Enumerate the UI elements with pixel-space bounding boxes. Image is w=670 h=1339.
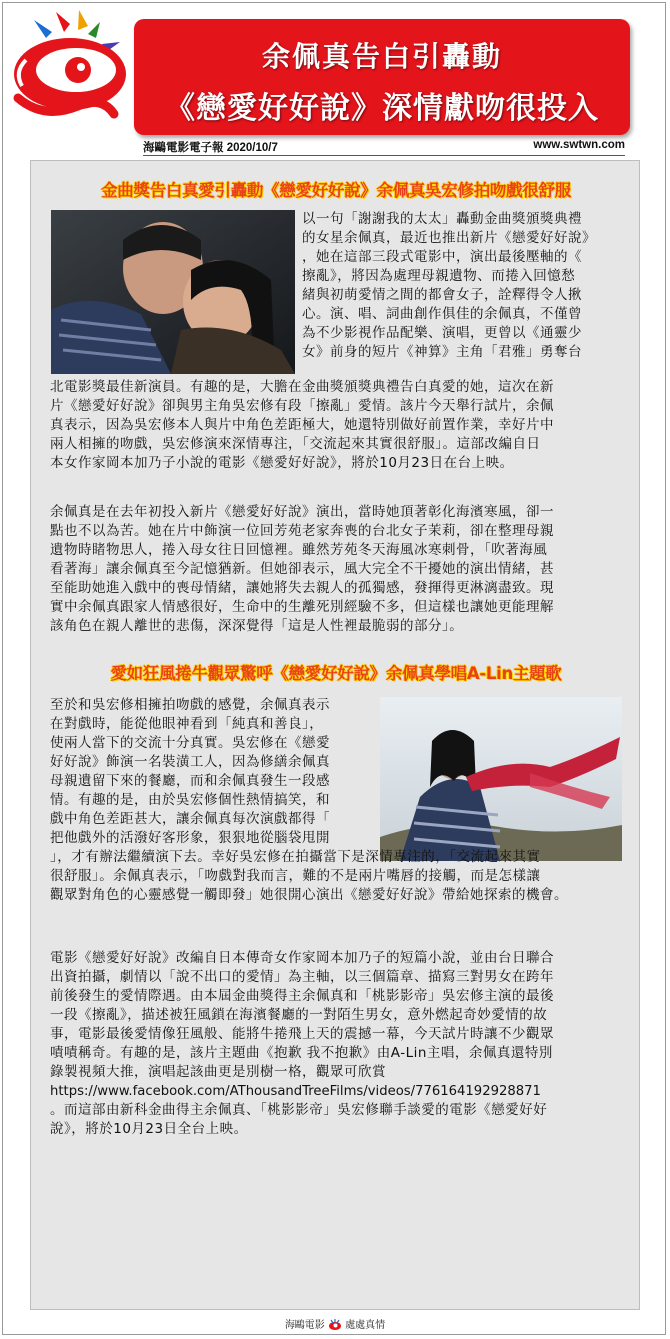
text-line: 至於和吳宏修相擁拍吻戲的感覺，余佩真表示: [50, 697, 330, 713]
text-line: 」，才有辦法繼續演下去。幸好吳宏修在拍攝當下是深情專注的，「交流起來其實: [50, 849, 541, 865]
text-line: 把他戲外的活潑好客形象，狠狠地從腦袋甩開: [50, 830, 330, 846]
text-line: 遺物時睹物思人，捲入母女往日回憶裡。雖然芳苑冬天海風冰寒刺骨，「吹著海風: [50, 542, 548, 558]
text-line: 以一句「謝謝我的太太」轟動金曲獎頒獎典禮: [302, 211, 582, 227]
text-line: 該角色在親人離世的悲傷，深深覺得「這是人性裡最脆弱的部分」。: [50, 618, 464, 634]
text-line: 戲中角色差距甚大，讓余佩真每次演戲都得「: [50, 811, 330, 827]
paragraph-3-full: [50, 848, 640, 905]
text-line: 事，電影最後愛情像狂風般、能將牛捲飛上天的震撼一幕，今天試片時讓不少觀眾: [50, 1026, 554, 1042]
footer-mark: [270, 1316, 400, 1332]
footer-right-text: 處處真情: [345, 1320, 386, 1331]
source-line: [143, 139, 625, 155]
paragraph-3-side: [50, 696, 372, 848]
text-line: 片《戀愛好好說》卻與男主角吳宏修有段「擦亂」愛情。該片今天舉行試片，余佩: [50, 398, 554, 414]
text-line: 錄製視頻大推，演唱起該曲更是別樹一格，觀眾可欣賞: [50, 1064, 386, 1080]
text-line: 北電影獎最佳新演員。有趣的是，大膽在金曲獎頒獎典禮告白真愛的她，這次在新: [50, 379, 554, 395]
divider: [143, 155, 625, 156]
text-line: 看著海」讓余佩真至今記憶猶新。但她卻表示，風大完全不干擾她的演出情緒，甚: [50, 561, 554, 577]
paragraph-2: [50, 503, 640, 636]
subheading-1: 金曲獎告白真愛引轟動《戀愛好好說》余佩真吳宏修拍吻戲很舒服: [101, 181, 571, 200]
seagull-mini-icon: [328, 1319, 342, 1331]
text-line: 緒與初萌愛情之間的都會女子，詮釋得令人揪: [302, 287, 582, 303]
actress-scarf-photo: [380, 697, 622, 861]
text-line: 出資拍攝，劇情以「說不出口的愛情」為主軸，以三個篇章、描寫三對男女在跨年: [50, 969, 554, 985]
text-line: 真表示，因為吳宏修本人與片中角色差距極大，她還特別做好前置作業，幸好片中: [50, 417, 554, 433]
seagull-logo-icon: [4, 2, 136, 126]
subheading-2: 愛如狂風捲牛觀眾驚呼《戀愛好好說》余佩真學唱A-Lin主題歌: [110, 664, 562, 683]
text-line: 實中余佩真跟家人情感很好，生命中的生離死別經驗不多，但這樣也讓她更能理解: [50, 599, 554, 615]
footer-left-text: 海鷗電影: [284, 1320, 325, 1331]
text-line: 余佩真是在去年初投入新片《戀愛好好說》演出，當時她頂著彰化海濱寒風，卻一: [50, 504, 554, 520]
text-line: 至能助她進入戲中的喪母情緒，讓她將失去親人的孤獨感，發揮得更淋漓盡致。現: [50, 580, 554, 596]
text-line: 很舒服」。余佩真表示，「吻戲對我而言，難的不是兩片嘴唇的接觸，而是怎樣讓: [50, 868, 541, 884]
text-line: 點也不以為苦。她在片中飾演一位回芳苑老家奔喪的台北女子茉莉，卻在整理母親: [50, 523, 554, 539]
text-line: 嘖嘖稱奇。有趣的是，該片主題曲《抱歉 我不抱歉》由A-Lin主唱，余佩真還特別: [50, 1045, 553, 1061]
paragraph-1-full: [50, 378, 640, 473]
text-line: 的女星余佩真，最近也推出新片《戀愛好好說》: [302, 230, 596, 246]
text-line: 心。演、唱、詞曲創作俱佳的余佩真，不僅曾: [302, 306, 582, 322]
text-line: 說》，將於10月23日全台上映。: [50, 1121, 248, 1137]
text-line: 。而這部由新科金曲得主余佩真、「桃影影帝」吳宏修聯手談愛的電影《戀愛好好: [50, 1102, 548, 1118]
text-line: ，她在這部三段式電影中，演出最後壓軸的《: [302, 249, 582, 265]
kiss-scene-photo: [51, 210, 295, 374]
text-line: 好好說》飾演一名裝潢工人，因為修繕余佩真: [50, 754, 330, 770]
headline-line-2: 《戀愛好好說》深情獻吻很投入: [165, 91, 599, 126]
text-line: 電影《戀愛好好說》改編自日本傳奇女作家岡本加乃子的短篇小說，並由台日聯合: [50, 950, 554, 966]
paragraph-4: [50, 949, 640, 1139]
text-line: 觀眾對角色的心靈感覺一觸即發」她很開心演出《戀愛好好說》帶給她探索的機會。: [50, 887, 568, 903]
headline-line-1: 余佩真告白引轟動: [261, 40, 502, 73]
text-line: 女》前身的短片《神算》主角「君雅」勇奪台: [302, 344, 582, 360]
text-line: 本女作家岡本加乃子小說的電影《戀愛好好說》，將於10月23日在台上映。: [50, 455, 514, 471]
text-line: 情。有趣的是，由於吳宏修個性熱情搞笑，和: [50, 792, 330, 808]
headline-banner: [134, 19, 630, 135]
text-line: 一段《擦亂》，描述被狂風鎖在海濱餐廳的一對陌生男女，意外燃起奇妙愛情的故: [50, 1007, 548, 1023]
website-url[interactable]: www.swtwn.com: [533, 139, 625, 151]
video-link[interactable]: https://www.facebook.com/AThousandTreeFilms/videos/776164192928871: [50, 1084, 541, 1099]
text-line: 為不少影視作品配樂、演唱，更曾以《通靈少: [302, 325, 582, 341]
text-line: 前後發生的愛情際遇。由本屆金曲獎得主余佩真和「桃影影帝」吳宏修主演的最後: [50, 988, 554, 1004]
source-date: 海鷗電影電子報 2020/10/7: [143, 142, 278, 154]
text-line: 擦亂》，將因為處理母親遺物、而捲入回憶愁: [302, 268, 576, 284]
text-line: 母親遺留下來的餐廳，而和余佩真發生一段感: [50, 773, 330, 789]
paragraph-1-side: [302, 210, 634, 362]
text-line: 使兩人當下的交流十分真實。吳宏修在《戀愛: [50, 735, 330, 751]
text-line: 在對戲時，能從他眼神看到「純真和善良」，: [50, 716, 324, 732]
text-line: 兩人相擁的吻戲，吳宏修演來深情專注，「交流起來其實很舒服」。這部改編自日: [50, 436, 541, 452]
